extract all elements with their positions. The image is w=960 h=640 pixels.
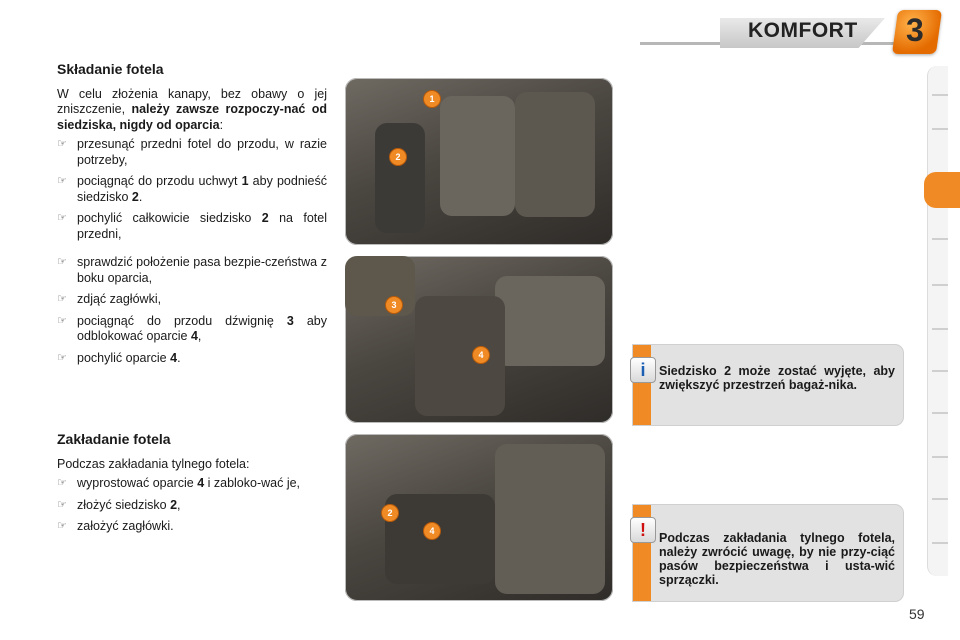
- list-item: [57, 174, 327, 205]
- list-item-text: przesunąć przedni fotel do przodu, w razie potrzeby,: [77, 137, 327, 167]
- list-item-text: .: [177, 350, 181, 365]
- list-item-text: pociągnąć do przodu uchwyt: [77, 174, 242, 188]
- tab-divider: [932, 498, 948, 500]
- photo-seat-folded: [345, 434, 613, 601]
- seat-backrest: [415, 296, 505, 416]
- list-item: [57, 292, 327, 308]
- list-item: [57, 498, 327, 514]
- list-item-text: i zabloko-wać je,: [204, 476, 301, 490]
- item-number: 3: [286, 313, 294, 328]
- callout-marker: 4: [423, 522, 441, 540]
- intro-paragraph: Podczas zakładania tylnego fotela:: [57, 456, 250, 471]
- section-folding: [57, 62, 327, 248]
- callout-marker: 4: [472, 346, 490, 364]
- chapter-tab-active[interactable]: [924, 172, 960, 208]
- tab-divider: [932, 284, 948, 286]
- section-heading: Składanie fotela: [57, 61, 164, 77]
- list-item-text: pochylić oparcie: [77, 350, 171, 365]
- photo-seat-cushion-tilted: [345, 78, 613, 245]
- info-icon: i: [630, 357, 656, 383]
- list-item-text: pociągnąć do przodu dźwignię: [77, 313, 287, 328]
- item-number: 4: [190, 329, 198, 343]
- tab-divider: [932, 456, 948, 458]
- list-item-text: na fotel przedni,: [77, 211, 327, 241]
- list-item: [57, 314, 327, 345]
- list-item: [57, 351, 327, 367]
- list-item: [57, 137, 327, 168]
- list-item-text: zdjąć zagłówki,: [77, 292, 162, 306]
- info-text: Siedzisko 2 może zostać wyjęte, aby zwiększyć przestrzeń bagaż-nika.: [659, 364, 895, 392]
- seat-backrest: [515, 92, 595, 217]
- item-number: 2: [170, 497, 178, 512]
- intro-paragraph: [57, 87, 327, 134]
- list-item-text: aby podnieść siedzisko: [77, 174, 327, 204]
- list-item-text: sprawdzić położenie pasa bezpie-czeństwa z boku oparcia,: [77, 255, 327, 285]
- warning-text: Podczas zakładania tylnego fotela, należy zwrócić uwagę, by nie przy-ciąć pasów bezpieczeństwa i usta-wić sprzączki.: [659, 531, 895, 587]
- chapter-number: 3: [906, 12, 924, 48]
- seat-cushion: [375, 123, 425, 233]
- tab-divider: [932, 370, 948, 372]
- steps-list: [57, 476, 327, 535]
- warning-box: [633, 505, 903, 601]
- list-item-text: aby odblokować oparcie: [77, 313, 327, 343]
- intro-emphasis: należy zawsze rozpoczy-nać od siedziska, nigdy od oparcia: [57, 102, 327, 132]
- list-item-text: .: [138, 189, 143, 204]
- callout-marker: 3: [385, 296, 403, 314]
- steps-list: [57, 255, 327, 366]
- folded-seat: [385, 494, 495, 584]
- list-item: [57, 519, 327, 535]
- list-item: [57, 255, 327, 286]
- list-item-text: założyć zagłówki.: [77, 519, 174, 533]
- item-number: 4: [170, 350, 178, 365]
- intro-text: W celu złożenia kanapy, bez obawy o jej zniszczenie,: [57, 86, 327, 116]
- pointing-hand-icon: ☞: [57, 138, 67, 150]
- item-number: 1: [241, 174, 249, 188]
- pointing-hand-icon: ☞: [57, 212, 67, 224]
- pointing-hand-icon: ☞: [57, 351, 67, 364]
- seat-backrest: [495, 276, 605, 366]
- tab-divider: [932, 128, 948, 130]
- pointing-hand-icon: ☞: [57, 293, 67, 305]
- list-item-text: ,: [177, 497, 181, 512]
- list-item: [57, 476, 327, 492]
- seat-backrest: [495, 444, 605, 594]
- info-box: [633, 345, 903, 425]
- tab-divider: [932, 412, 948, 414]
- pointing-hand-icon: ☞: [57, 477, 67, 489]
- tab-divider: [932, 94, 948, 96]
- tab-divider: [932, 238, 948, 240]
- callout-marker: 2: [389, 148, 407, 166]
- steps-list: [57, 137, 327, 242]
- seat-backrest: [440, 96, 515, 216]
- pointing-hand-icon: ☞: [57, 256, 67, 268]
- intro-end: :: [219, 117, 224, 132]
- section-folding-continued: [57, 255, 327, 372]
- pointing-hand-icon: ☞: [57, 520, 67, 532]
- inset-detail: [345, 256, 415, 316]
- chapter-tabs: [927, 66, 948, 576]
- tab-divider: [932, 328, 948, 330]
- list-item-text: ,: [197, 329, 202, 343]
- pointing-hand-icon: ☞: [57, 314, 67, 327]
- page-number: 59: [909, 606, 925, 622]
- tab-divider: [932, 542, 948, 544]
- pointing-hand-icon: ☞: [57, 175, 67, 187]
- callout-marker: 2: [381, 504, 399, 522]
- list-item: [57, 211, 327, 242]
- list-item-text: pochylić całkowicie siedzisko: [77, 211, 262, 225]
- item-number: 2: [131, 189, 139, 204]
- section-heading: Zakładanie fotela: [57, 431, 171, 447]
- section-installing: [57, 432, 327, 541]
- item-number: 2: [261, 211, 269, 225]
- list-item-text: wyprostować oparcie: [77, 476, 198, 490]
- pointing-hand-icon: ☞: [57, 498, 67, 511]
- item-number: 4: [197, 476, 205, 490]
- list-item-text: złożyć siedzisko: [77, 497, 171, 512]
- photo-backrest-folding: [345, 256, 613, 423]
- page-title: KOMFORT: [748, 19, 858, 42]
- warning-icon: !: [630, 517, 656, 543]
- callout-marker: 1: [423, 90, 441, 108]
